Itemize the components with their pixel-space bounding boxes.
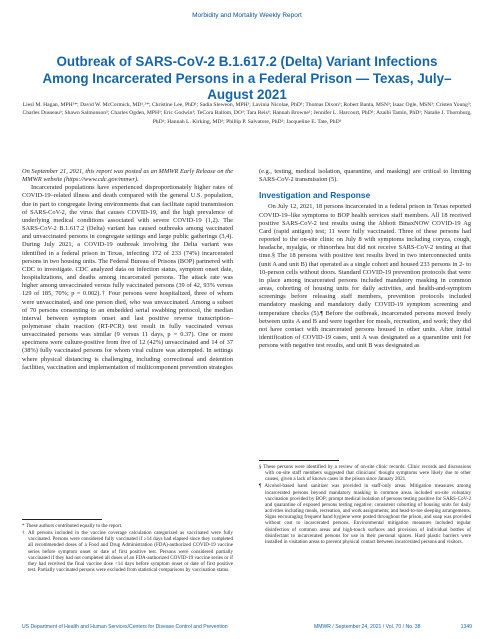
page-number: 1349: [460, 624, 472, 630]
left-footnotes: [22, 519, 233, 574]
body-paragraph: (e.g., testing, medical isolation, quarantine, and masking) are critical to limiting SARS-CoV-2 transmission (5).: [259, 168, 471, 184]
footnote-divider: [259, 460, 339, 461]
footer-issue: MMWR / September 24, 2021 / Vol. 70 / No. 38: [314, 624, 421, 630]
body-paragraph: On July 12, 2021, 18 persons incarcerated in a federal prison in Texas reported COVID-19–like symptoms to BOP health services staff members. All 18 received positive SARS-CoV-2 test results using the Abbott BinaxNOW COVID-19 Ag Card (rapid antigen) test; 11 were fully vaccinated. Three of these persons had reported to the on-site clinic on July 8 with symptoms including coryza, cough, headache, myalgia, or rhinorrhea but did not receive SARS-CoV-2 testing at that time.§ The 18 persons with positive test results lived in two interconnected units (unit A and unit B) that operated as a single cohort and housed 233 persons in 2- to 10-person cells without doors. Standard COVID-19 prevention protocols that were in place among incarcerated persons included mandatory masking in common areas, cohorting of housing units for daily activities, and health-and-symptom screenings before releasing staff members, prevention protocols included mandatory masking and mandatory daily COVID-19 symptom screening and temperature checks (5).¶ Before the outbreak, incarcerated persons moved freely between units A and B and were together for meals, recreation, and work; they did not have contact with incarcerated persons housed in other units. After initial identification of COVID-19 cases, unit A was designated as a quarantine unit for persons with negative test results, and unit B was designated as: [259, 203, 471, 350]
left-column: [22, 168, 233, 372]
early-release-note: On September 21, 2021, this report was posted as an MMWR Early Release on the MMWR website (https://www.cdc.gov/mmwr).: [22, 168, 233, 184]
footnote-divider: [22, 519, 102, 520]
journal-header: Morbidity and Mortality Weekly Report: [192, 12, 302, 19]
footnote: ¶ Alcohol-based hand sanitizer was provided in staff-only areas. Mitigation measures among incarcerated persons beyond mandatory masking in common areas included on-site voluntary vaccination provided by BOP; prompt medical isolation of persons testing positive for SARS-CoV-2 and quarantine of exposed persons testing negative; consistent cohorting of housing units for daily activities including meals, recreation, and work assignments; and head-to-toe sleeping arrangements. Signs encouraging frequent hand hygiene were posted throughout the prison, and soap was provided without cost to incarcerated persons. Environmental mitigation measures included regular disinfection of common areas and high-touch surfaces and provision of individual bottles of disinfectant to incarcerated persons for use in their personal spaces. Hard plastic barriers were installed in visitation areas to prevent physical contact between incarcerated persons and visitors.: [259, 483, 471, 545]
article-title: Outbreak of SARS-CoV-2 B.1.617.2 (Delta) Variant Infections Among Incarcerated Persons in a Federal Prison — Texas, July–August 2021: [42, 54, 452, 102]
footer-publisher: US Department of Health and Human Services/Centers for Disease Control and Prevention: [22, 624, 228, 630]
footnote: § These persons were identified by a review of on-site clinic records. Clinic records and discussions with on-site staff members suggested that clinicians' thought symptoms were likely due to other causes, given a lack of known cases in the prison since January 2021.: [259, 464, 471, 483]
right-column: [259, 168, 471, 350]
body-paragraph: Incarcerated populations have experienced disproportionately higher rates of COVID-19–related illness and death compared with the general U.S. population, due in part to congregate living environments that can facilitate rapid transmission of SARS-CoV-2, the virus that causes COVID-19, and the high prevalence of underlying medical conditions associated with severe COVID-19 (1,2). The SARS-CoV-2 B.1.617.2 (Delta) variant has caused outbreaks among vaccinated and unvaccinated persons in congregate settings and large public gatherings (3,4). During July 2021, a COVID-19 outbreak involving the Delta variant was identified in a federal prison in Texas, infecting 172 of 233 (74%) incarcerated persons in two housing units. The Federal Bureau of Prisons (BOP) partnered with CDC to investigate. CDC analyzed data on infection status, symptom onset date, hospitalizations, and deaths among incarcerated persons. The attack rate was higher among unvaccinated versus fully vaccinated persons (39 of 42, 93% versus 129 of 185, 70%; p = 0.002).† Four persons were hospitalized, three of whom were unvaccinated, and one person died, who was unvaccinated. Among a subset of 70 persons consenting to an embedded serial swabbing protocol, the median interval between symptom onset and last positive reverse transcription–polymerase chain reaction (RT-PCR) test result in fully vaccinated versus unvaccinated persons was similar (9 versus 11 days, p = 0.37). One or more specimens were culture-positive from five of 12 (42%) unvaccinated and 14 of 37 (38%) fully vaccinated persons for whom viral culture was attempted. In settings where physical distancing is challenging, including correctional and detention facilities, vaccination and implementation of multicomponent prevention strategies: [22, 184, 233, 371]
footnote: * These authors contributed equally to the report.: [22, 523, 123, 529]
right-footnotes: [259, 460, 471, 546]
section-heading: Investigation and Response: [259, 190, 371, 201]
footnote: † All persons included in the vaccine coverage calculation categorized as vaccinated were fully vaccinated. Persons were considered fully vaccinated if ≥14 days had elapsed since they completed all recommended doses of a Food and Drug Administration (FDA)-authorized COVID-19 vaccine series before symptom onset or date of first positive test. Persons were considered partially vaccinated if they had not completed all doses of an FDA-authorized COVID-19 vaccine series or if they had received the final vaccine dose <14 days before symptom onset or date of first positive test. Partially vaccinated persons were excluded from statistical comparisons by vaccination status.: [22, 530, 233, 574]
author-list: Liesl M. Hagan, MPH¹*; David W. McCormick, MD¹,²*; Christine Lee, PhD¹; Sadia Sleweon, MPH¹; Lavinia Nicolae, PhD¹; Thomas Dixon³; Robert Banta, MSN³; Isaac Ogle, MSN³; Cristen Young³; Charles Dusseau³; Shawn Salmonson³; Charles Ogden, MPH³; Eric Godwin³; TeCora Ballom, DO³; Tara Reis³; Hannah Browne¹; Jennifer L. Harcourt, PhD¹; Azaibi Tamin, PhD¹; Natalie J. Thornburg, PhD¹; Hannah L. Kirking, MD¹; Phillip P. Salvatore, PhD¹; Jacqueline E. Tate, PhD¹: [22, 102, 472, 125]
